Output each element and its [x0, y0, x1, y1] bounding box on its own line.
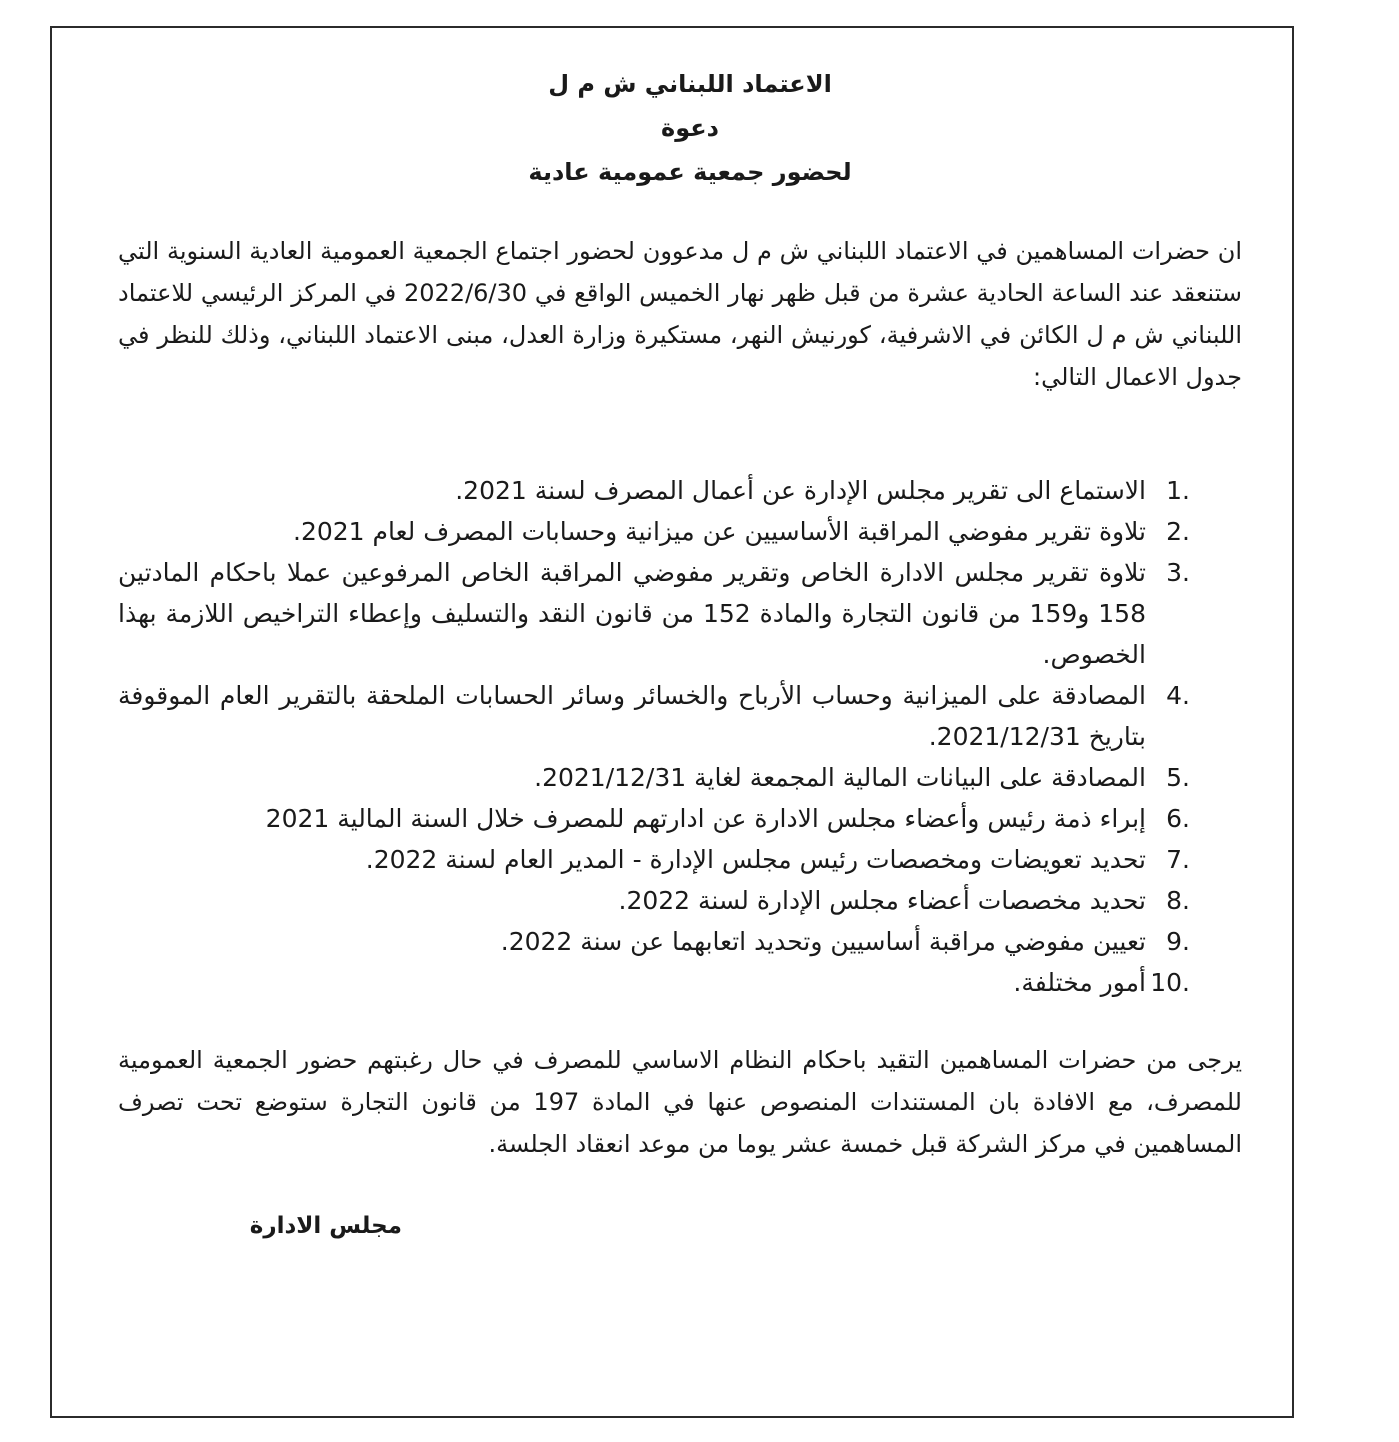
meeting-subject: لحضور جمعية عمومية عادية — [528, 158, 852, 186]
agenda-number: 10. — [1150, 968, 1190, 997]
signature: مجلس الادارة — [249, 1213, 402, 1239]
agenda-text: تلاوة تقرير مفوضي المراقبة الأساسيين عن ميزانية وحسابات المصرف لعام 2021. — [292, 517, 1146, 546]
notice-header — [138, 62, 1242, 194]
agenda-number: 9. — [1166, 927, 1190, 956]
agenda-item — [118, 839, 1190, 880]
agenda-text: أمور مختلفة. — [1013, 968, 1146, 997]
agenda-text: الاستماع الى تقرير مجلس الإدارة عن أعمال المصرف لسنة 2021. — [455, 476, 1146, 505]
agenda-item — [118, 798, 1190, 839]
notice-content — [118, 62, 1242, 1241]
agenda-item — [118, 880, 1190, 921]
agenda-text: المصادقة على البيانات المالية المجمعة لغاية 2021/12/31. — [534, 763, 1146, 792]
agenda-number: 1. — [1166, 476, 1190, 505]
agenda-item — [118, 962, 1190, 1003]
agenda-item — [118, 757, 1190, 798]
agenda-number: 3. — [1166, 558, 1190, 587]
closing-paragraph: يرجى من حضرات المساهمين التقيد باحكام النظام الاساسي للمصرف في حال رغبتهم حضور الجمعية العمومية للمصرف، مع الافادة بان المستندات المنصوص عنها في المادة 197 من قانون التجارة ستوضع تحت تصرف المساهمين في مركز الشركة قبل خمسة عشر يوما من موعد انعقاد الجلسة. — [118, 1046, 1242, 1158]
agenda-number: 7. — [1166, 845, 1190, 874]
agenda-text: تحديد تعويضات ومخصصات رئيس مجلس الإدارة - المدير العام لسنة 2022. — [365, 845, 1146, 874]
agenda-number: 4. — [1166, 681, 1190, 710]
agenda-list — [118, 470, 1242, 1003]
company-name: الاعتماد اللبناني ش م ل — [548, 70, 832, 98]
agenda-text: إبراء ذمة رئيس وأعضاء مجلس الادارة عن ادارتهم للمصرف خلال السنة المالية 2021 — [265, 804, 1146, 833]
intro-paragraph: ان حضرات المساهمين في الاعتماد اللبناني ش م ل مدعوون لحضور اجتماع الجمعية العمومية العادية السنوية التي ستنعقد عند الساعة الحادية عشرة من قبل ظهر نهار الخميس الواقع في 2022/6/30 في المركز الرئيسي للاعتماد اللبناني ش م ل الكائن في الاشرفية، كورنيش النهر، مستكيرة وزارة العدل، مبنى الاعتماد اللبناني، وذلك للنظر في جدول الاعمال التالي: — [118, 237, 1242, 391]
agenda-number: 8. — [1166, 886, 1190, 915]
agenda-item — [118, 675, 1190, 757]
agenda-item — [118, 552, 1190, 675]
agenda-item — [118, 921, 1190, 962]
agenda-text: المصادقة على الميزانية وحساب الأرباح والخسائر وسائر الحسابات الملحقة بالتقرير العام الموقوفة بتاريخ 2021/12/31. — [118, 681, 1146, 751]
agenda-number: 6. — [1166, 804, 1190, 833]
agenda-number: 5. — [1166, 763, 1190, 792]
agenda-text: تحديد مخصصات أعضاء مجلس الإدارة لسنة 2022. — [618, 886, 1146, 915]
agenda-text: تلاوة تقرير مجلس الادارة الخاص وتقرير مفوضي المراقبة الخاص المرفوعين عملا باحكام المادتين 158 و159 من قانون التجارة والمادة 152 من قانون النقد والتسليف وإعطاء التراخيص اللازمة بهذا الخصوص. — [118, 558, 1146, 669]
agenda-text: تعيين مفوضي مراقبة أساسيين وتحديد اتعابهما عن سنة 2022. — [500, 927, 1146, 956]
agenda-number: 2. — [1166, 517, 1190, 546]
invitation-title: دعوة — [661, 114, 719, 142]
agenda-item — [118, 470, 1190, 511]
agenda-item — [118, 511, 1190, 552]
